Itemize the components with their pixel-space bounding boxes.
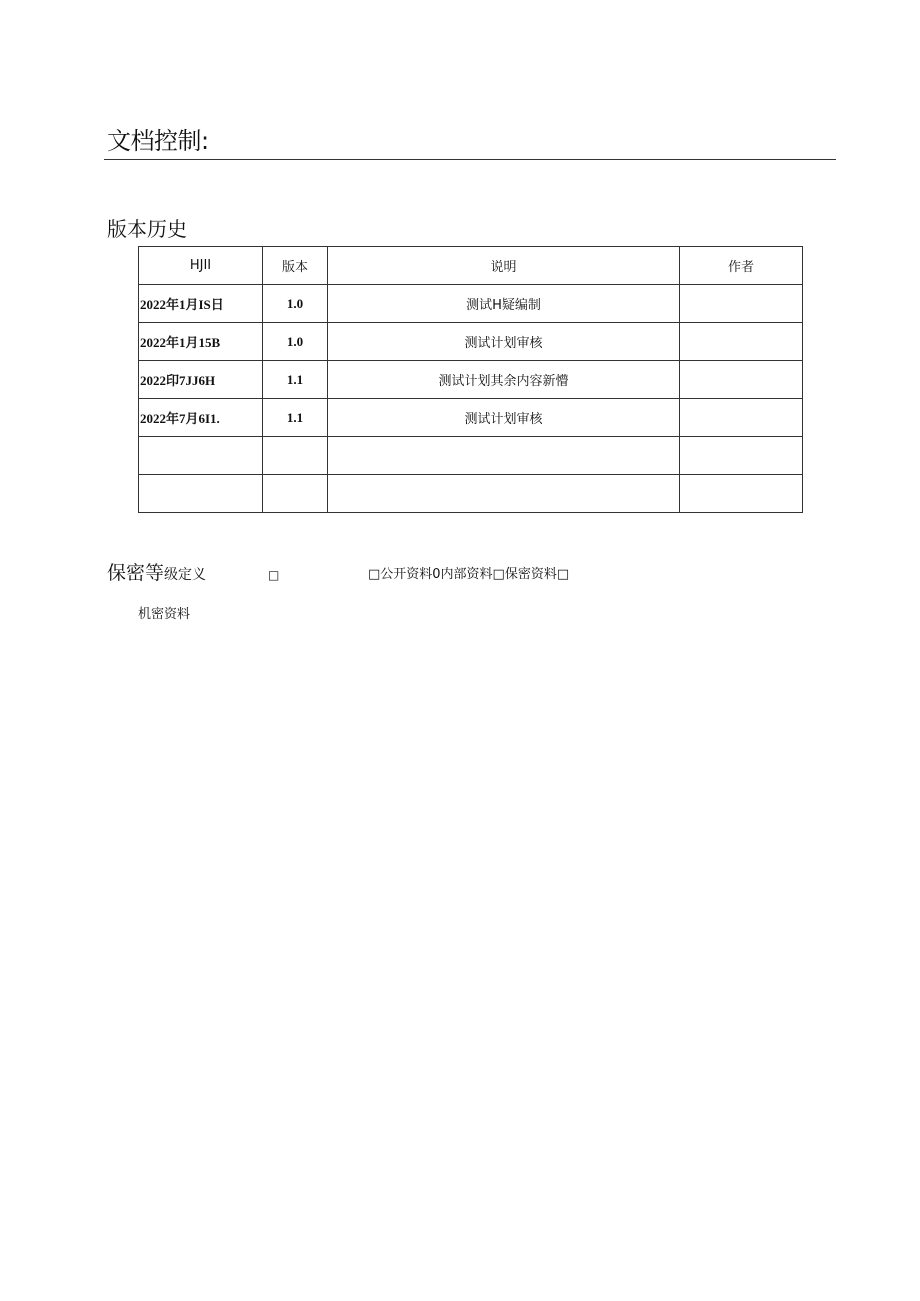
row-author xyxy=(680,475,803,513)
row-version: 1.1 xyxy=(263,361,328,399)
row-description: 测试计划其余内容新懵 xyxy=(328,361,680,399)
column-header-author: 作者 xyxy=(680,247,803,285)
confidentiality-options: □公开资料0内部资料□保密资料□ xyxy=(368,567,570,582)
row-date: 2022年7月6I1. xyxy=(139,399,263,437)
table-row xyxy=(139,475,803,513)
row-description xyxy=(328,437,680,475)
row-author xyxy=(680,361,803,399)
version-history-heading: 版本历史 xyxy=(107,217,187,241)
checkbox-icon[interactable]: □ xyxy=(268,568,280,582)
row-version: 1.0 xyxy=(263,285,328,323)
row-date xyxy=(139,475,263,513)
row-author xyxy=(680,399,803,437)
confidentiality-option-secret: 机密资料 xyxy=(138,607,191,622)
row-author xyxy=(680,437,803,475)
row-version: 1.0 xyxy=(263,323,328,361)
row-description: 测试H疑编制 xyxy=(328,285,680,323)
row-version: 1.1 xyxy=(263,399,328,437)
table-row xyxy=(139,361,803,399)
column-header-date: HJII xyxy=(139,247,263,285)
table-row xyxy=(139,323,803,361)
row-date xyxy=(139,437,263,475)
confidentiality-label: 保密等 xyxy=(107,562,165,584)
column-header-version: 版本 xyxy=(263,247,328,285)
title-divider xyxy=(104,159,836,160)
row-date: 2022年1月IS日 xyxy=(139,285,263,323)
row-description: 测试计划审核 xyxy=(328,323,680,361)
document-title: 文档控制: xyxy=(107,127,209,155)
row-version xyxy=(263,437,328,475)
row-date: 2022年1月15B xyxy=(139,323,263,361)
row-description xyxy=(328,475,680,513)
confidentiality-row xyxy=(107,560,807,586)
row-date: 2022印7JJ6H xyxy=(139,361,263,399)
column-header-description: 说明 xyxy=(328,247,680,285)
row-version xyxy=(263,475,328,513)
table-header-row xyxy=(139,247,803,285)
table-row xyxy=(139,437,803,475)
table-row xyxy=(139,285,803,323)
confidentiality-label-suffix: 级定义 xyxy=(164,567,206,583)
row-description: 测试计划审核 xyxy=(328,399,680,437)
version-history-table xyxy=(138,246,803,513)
row-author xyxy=(680,323,803,361)
row-author xyxy=(680,285,803,323)
table-row xyxy=(139,399,803,437)
